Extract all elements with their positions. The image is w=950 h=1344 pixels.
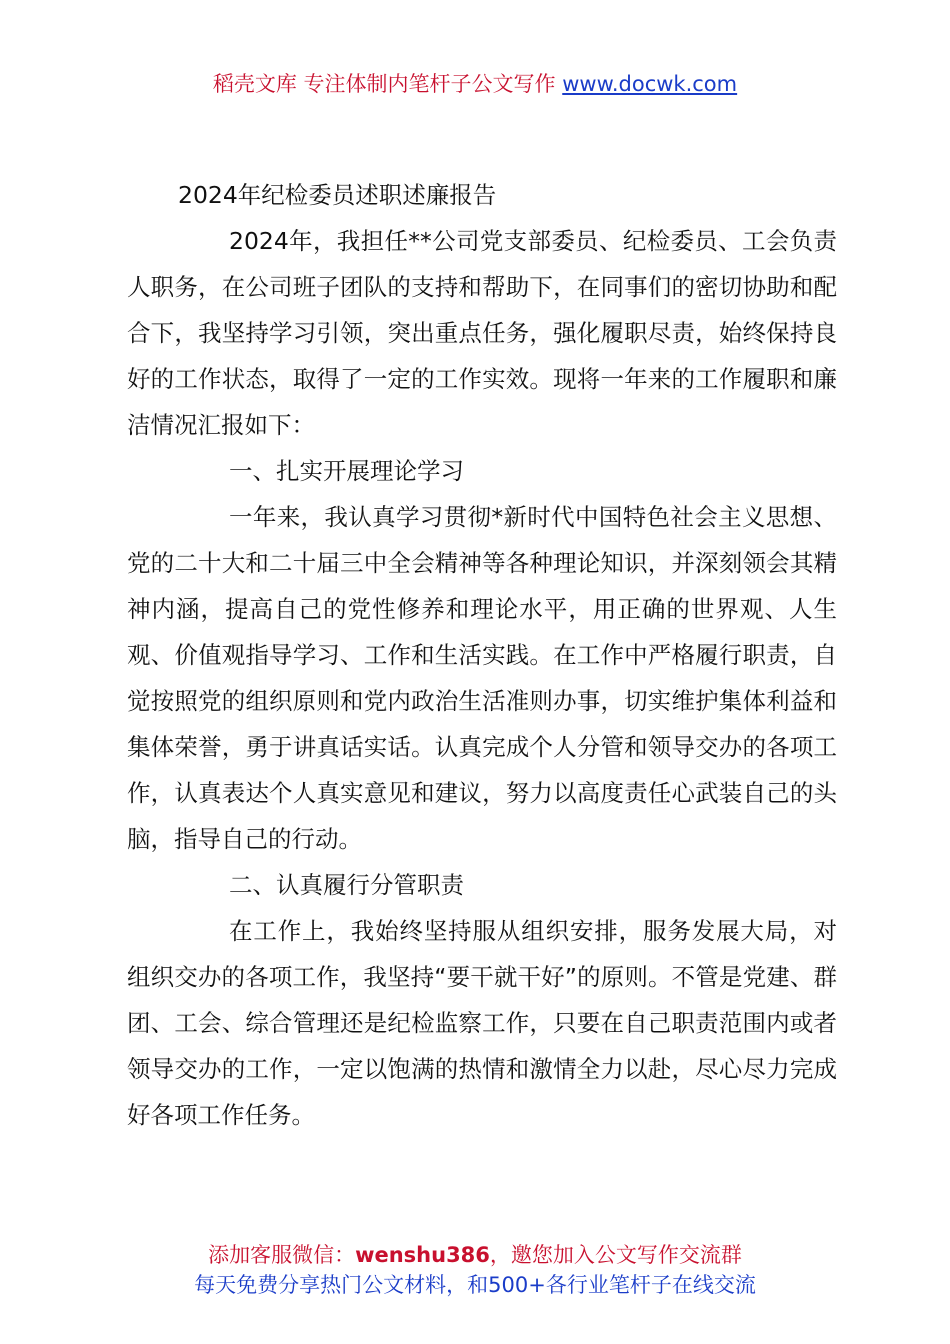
document-title: 2024年纪检委员述职述廉报告 <box>178 181 497 209</box>
header-brand: 稻壳文库 专注体制内笔杆子公文写作 <box>212 72 556 96</box>
paragraph-intro: 2024年，我担任**公司党支部委员、纪检委员、工会负责人职务，在公司班子团队的支持和帮助下，在同事们的密切协助和配合下，我坚持学习引领，突出重点任务，强化履职尽责，始终保持良好的工作状态，取得了一定的工作实效。现将一年来的工作履职和廉洁情况汇报如下： <box>127 227 837 439</box>
section-heading-1: 一、扎实开展理论学习 <box>229 457 464 485</box>
footer-wechat-suffix: ，邀您加入公文写作交流群 <box>489 1243 742 1267</box>
section-heading-2: 二、认真履行分管职责 <box>229 871 464 899</box>
document-body <box>127 172 837 1138</box>
page-header <box>0 68 950 100</box>
page-footer <box>0 1240 950 1300</box>
paragraph-theory-study: 一年来，我认真学习贯彻*新时代中国特色社会主义思想、党的二十大和二十届三中全会精神等各种理论知识，并深刻领会其精神内涵，提高自己的党性修养和理论水平，用正确的世界观、人生观、价值观指导学习、工作和生活实践。在工作中严格履行职责，自觉按照党的组织原则和党内政治生活准则办事，切实维护集体利益和集体荣誉，勇于讲真话实话。认真完成个人分管和领导交办的各项工作，认真表达个人真实意见和建议，努力以高度责任心武装自己的头脑，指导自己的行动。 <box>127 503 837 853</box>
paragraph-duties: 在工作上，我始终坚持服从组织安排，服务发展大局，对组织交办的各项工作，我坚持“要干就干好”的原则。不管是党建、群团、工会、综合管理还是纪检监察工作，只要在自己职责范围内或者领导交办的工作，一定以饱满的热情和激情全力以赴，尽心尽力完成好各项工作任务。 <box>127 917 837 1129</box>
footer-line-share: 每天免费分享热门公文材料，和500+各行业笔杆子在线交流 <box>194 1273 756 1297</box>
header-url-link[interactable]: www.docwk.com <box>562 72 738 96</box>
footer-wechat-prefix: 添加客服微信： <box>208 1243 356 1267</box>
footer-line-wechat <box>0 1240 950 1270</box>
footer-wechat-id: wenshu386 <box>355 1243 490 1267</box>
